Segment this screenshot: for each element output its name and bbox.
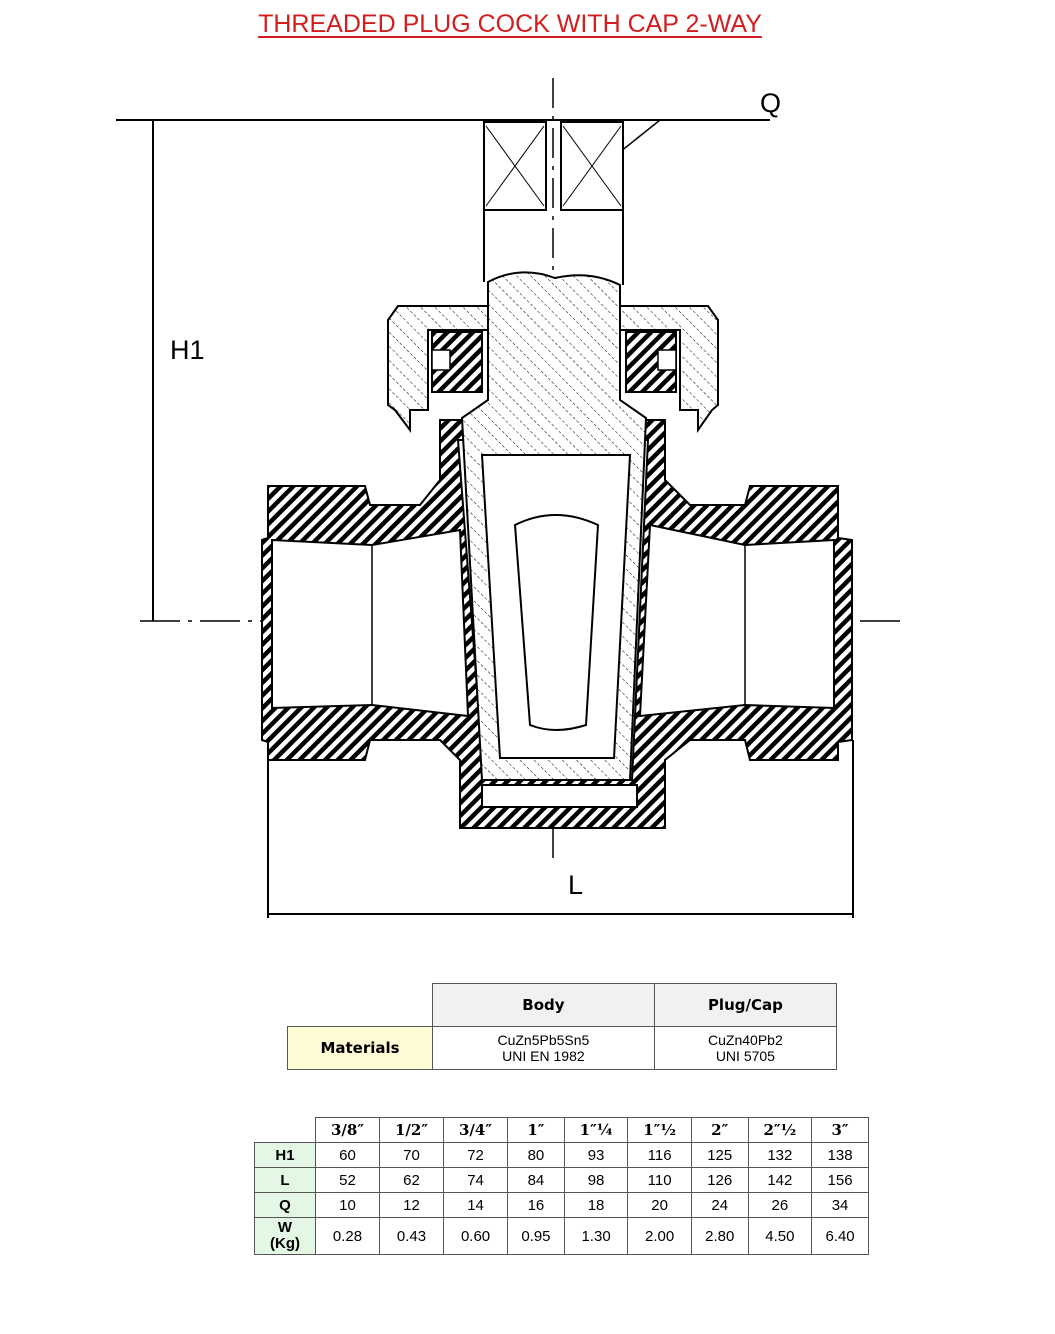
h1-dimension-label: H1 <box>170 335 205 365</box>
size-header: 2″ <box>691 1118 748 1143</box>
table-cell: 4.50 <box>748 1218 812 1255</box>
table-row <box>255 1143 869 1168</box>
materials-corner <box>288 984 433 1027</box>
table-cell: 93 <box>564 1143 628 1168</box>
table-cell: 110 <box>628 1168 692 1193</box>
table-cell: 62 <box>380 1168 444 1193</box>
table-cell: 0.95 <box>508 1218 565 1255</box>
table-cell: 1.30 <box>564 1218 628 1255</box>
table-cell: 16 <box>508 1193 565 1218</box>
weight-label: W <box>277 1219 293 1236</box>
right-port-bore <box>640 525 834 716</box>
materials-body-cell <box>433 1027 655 1070</box>
table-cell: 10 <box>316 1193 380 1218</box>
l-dimension-label: L <box>568 870 584 900</box>
table-cell: 126 <box>691 1168 748 1193</box>
materials-body-standard: UNI EN 1982 <box>502 1048 585 1064</box>
table-cell: 14 <box>444 1193 508 1218</box>
q-dimension-label: Q <box>760 88 782 118</box>
bottom-slot <box>482 785 637 807</box>
table-cell: 26 <box>748 1193 812 1218</box>
table-cell: 132 <box>748 1143 812 1168</box>
table-row <box>255 1168 869 1193</box>
table-cell: 60 <box>316 1143 380 1168</box>
row-label-q: Q <box>255 1193 316 1218</box>
table-cell: 20 <box>628 1193 692 1218</box>
size-header: 3/8″ <box>316 1118 380 1143</box>
table-cell: 52 <box>316 1168 380 1193</box>
row-label-weight <box>255 1218 316 1255</box>
size-header: 1″¼ <box>564 1118 628 1143</box>
table-cell: 70 <box>380 1143 444 1168</box>
table-cell: 98 <box>564 1168 628 1193</box>
table-cell: 142 <box>748 1168 812 1193</box>
table-cell: 24 <box>691 1193 748 1218</box>
table-cell: 18 <box>564 1193 628 1218</box>
table-cell: 2.00 <box>628 1218 692 1255</box>
table-cell: 0.28 <box>316 1218 380 1255</box>
size-header: 1″½ <box>628 1118 692 1143</box>
materials-row-label: Materials <box>288 1027 433 1070</box>
table-cell: 125 <box>691 1143 748 1168</box>
weight-unit: (Kg) <box>270 1235 300 1252</box>
table-cell: 116 <box>628 1143 692 1168</box>
materials-plug-alloy: CuZn40Pb2 <box>708 1032 783 1048</box>
table-row <box>255 1193 869 1218</box>
materials-table <box>287 983 837 1070</box>
materials-plug-standard: UNI 5705 <box>715 1048 775 1064</box>
row-label-l: L <box>255 1168 316 1193</box>
dimensions-corner <box>255 1118 316 1143</box>
dimensions-table <box>254 1117 869 1255</box>
table-cell: 0.60 <box>444 1218 508 1255</box>
table-cell: 80 <box>508 1143 565 1168</box>
table-cell: 84 <box>508 1168 565 1193</box>
table-cell: 12 <box>380 1193 444 1218</box>
size-header: 2″½ <box>748 1118 812 1143</box>
left-port-bore <box>272 530 468 716</box>
table-cell: 0.43 <box>380 1218 444 1255</box>
row-label-h1: H1 <box>255 1143 316 1168</box>
table-cell: 72 <box>444 1143 508 1168</box>
materials-plug-cell <box>654 1027 836 1070</box>
materials-col-plug: Plug/Cap <box>654 984 836 1027</box>
materials-body-alloy: CuZn5Pb5Sn5 <box>497 1032 590 1048</box>
table-cell: 138 <box>812 1143 869 1168</box>
plug-port-slot <box>515 515 598 730</box>
table-row <box>255 1218 869 1255</box>
table-cell: 6.40 <box>812 1218 869 1255</box>
table-cell: 74 <box>444 1168 508 1193</box>
materials-col-body: Body <box>433 984 655 1027</box>
table-cell: 34 <box>812 1193 869 1218</box>
table-cell: 2.80 <box>691 1218 748 1255</box>
size-header: 3″ <box>812 1118 869 1143</box>
size-header: 1″ <box>508 1118 565 1143</box>
table-cell: 156 <box>812 1168 869 1193</box>
size-header: 1/2″ <box>380 1118 444 1143</box>
size-header: 3/4″ <box>444 1118 508 1143</box>
page-title: THREADED PLUG COCK WITH CAP 2-WAY <box>258 10 762 38</box>
